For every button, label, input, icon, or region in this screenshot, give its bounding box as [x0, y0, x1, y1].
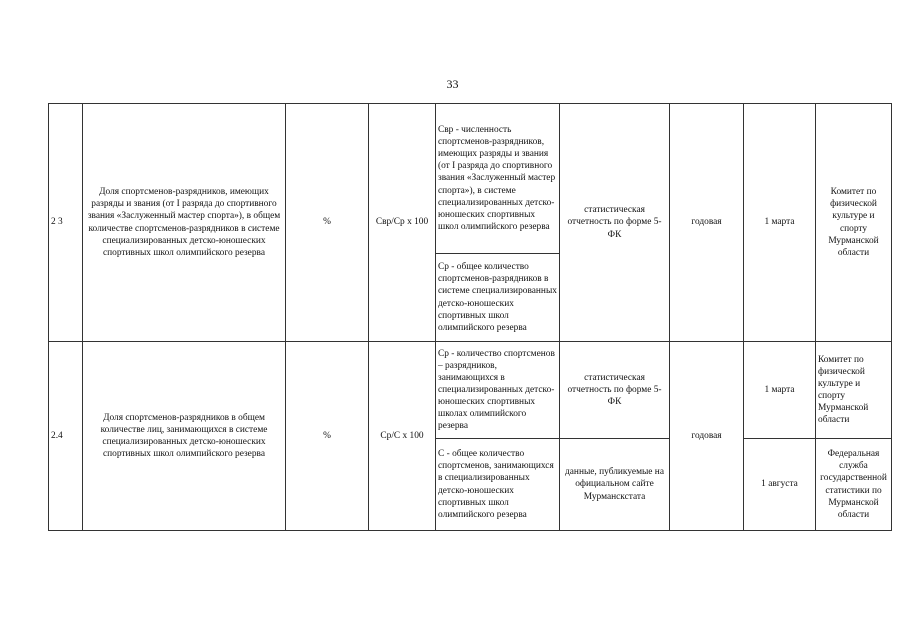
- table-row: [49, 104, 892, 254]
- unit: %: [286, 342, 369, 531]
- variable-description: Ср - количество спортсменов – разрядников, занимающихся в специализированных детско-юношеских спортивных школах олимпийского резерва: [436, 342, 560, 439]
- indicator-name: Доля спортсменов-разрядников в общем количестве лиц, занимающихся в системе специализированных детско-юношеских спортивных школ олимпийского резерва: [83, 342, 286, 531]
- responsible: Федеральная служба государственной статистики по Мурманской области: [816, 439, 892, 531]
- responsible: Комитет по физической культуре и спорту Мурманской области: [816, 342, 892, 439]
- responsible: Комитет по физической культуре и спорту Мурманской области: [816, 104, 892, 342]
- formula: Ср/С х 100: [369, 342, 436, 531]
- variable-description: Свр - численность спортсменов-разрядников, имеющих разряды и звания (от I разряда до спортивного звания «Заслуженный мастер спорта»), в системе специализированных детско-юношеских спортивных школ олимпийского резерва: [436, 104, 560, 254]
- formula: Свр/Ср х 100: [369, 104, 436, 342]
- data-source: статистическая отчетность по форме 5-ФК: [560, 342, 670, 439]
- page-number: 33: [446, 77, 459, 91]
- data-source: данные, публикуемые на официальном сайте Мурманскстата: [560, 439, 670, 531]
- deadline: 1 марта: [744, 104, 816, 342]
- deadline: 1 августа: [744, 439, 816, 531]
- indicators-table: [48, 103, 892, 531]
- row-number: 2 3: [49, 104, 83, 342]
- data-source: статистическая отчетность по форме 5-ФК: [560, 104, 670, 342]
- indicator-name: Доля спортсменов-разрядников, имеющих разряды и звания (от I разряда до спортивного звания «Заслуженный мастер спорта»), в общем количестве спортсменов-разрядников в системе специализированных детско-юношеских спортивных школ олимпийского резерва: [83, 104, 286, 342]
- unit: %: [286, 104, 369, 342]
- table-row: [49, 342, 892, 439]
- deadline: 1 марта: [744, 342, 816, 439]
- periodicity: годовая: [670, 104, 744, 342]
- row-number: 2.4: [49, 342, 83, 531]
- variable-description: Ср - общее количество спортсменов-разрядников в системе специализированных детско-юношеских спортивных школ олимпийского резерва: [436, 254, 560, 342]
- variable-description: С - общее количество спортсменов, занимающихся в специализированных детско-юношеских спортивных школ олимпийского резерва: [436, 439, 560, 531]
- periodicity: годовая: [670, 342, 744, 531]
